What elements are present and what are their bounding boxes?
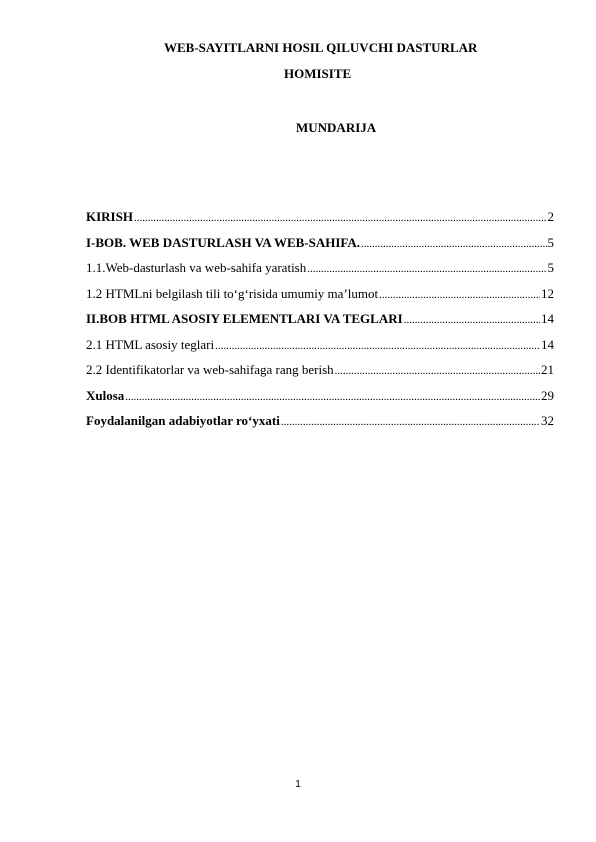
toc-entry-label: II.BOB HTML ASOSIY ELEMENTLARI VA TEGLARI: [86, 311, 403, 326]
toc-entry-page: 2: [547, 209, 554, 224]
page-number: 1: [295, 779, 301, 790]
toc-entry-page: 21: [541, 362, 554, 377]
toc-entry[interactable]: [86, 412, 554, 438]
toc-entry[interactable]: [86, 285, 554, 311]
toc-leader-dots: [134, 209, 547, 227]
toc-leader-dots: [307, 260, 546, 278]
toc-entry-label: KIRISH: [86, 209, 133, 224]
toc-entry-label: 2.1 HTML asosiy teglari: [86, 336, 215, 352]
toc-entry[interactable]: [86, 361, 554, 387]
toc-entry[interactable]: [86, 336, 554, 362]
toc-entry[interactable]: [86, 208, 554, 234]
toc-entry-page: 5: [547, 260, 554, 275]
toc-entry[interactable]: [86, 234, 554, 260]
toc-leader-dots: [335, 362, 540, 380]
toc-entry-page: 12: [541, 285, 554, 301]
toc-entry-page: 5: [547, 234, 554, 250]
toc-leader-dots: [125, 388, 540, 406]
toc-entry[interactable]: [86, 259, 554, 285]
toc-entry-label: I-BOB. WEB DASTURLASH VA WEB-SAHIFA.: [86, 234, 361, 250]
toc-leader-dots: [379, 286, 540, 304]
toc-entry-page: 29: [541, 387, 554, 403]
toc-entry-label: 2.2 Identifikatorlar va web-sahifaga rang berish: [86, 362, 334, 377]
table-of-contents: [86, 208, 554, 438]
document-title-line-2: HOMISITE: [284, 66, 352, 81]
toc-leader-dots: [361, 235, 546, 253]
toc-entry-label: 1.2 HTMLni belgilash tili to‘g‘risida umumiy ma’lumot: [86, 285, 379, 301]
toc-leader-dots: [215, 337, 540, 355]
toc-leader-dots: [404, 311, 540, 329]
toc-entry[interactable]: [86, 310, 554, 336]
toc-entry-page: 14: [541, 336, 554, 352]
toc-entry-label: Foydalanilgan adabiyotlar ro‘yxati: [86, 413, 280, 428]
document-title-line-1: WEB-SAYITLARNI HOSIL QILUVCHI DASTURLAR: [164, 40, 478, 55]
toc-heading: MUNDARIJA: [296, 120, 377, 135]
toc-entry-label: 1.1.Web-dasturlash va web-sahifa yaratish: [86, 260, 307, 275]
toc-entry[interactable]: [86, 387, 554, 413]
toc-entry-page: 32: [541, 413, 554, 428]
toc-leader-dots: [281, 413, 540, 431]
toc-entry-label: Xulosa: [86, 387, 125, 403]
toc-entry-page: 14: [541, 311, 554, 326]
